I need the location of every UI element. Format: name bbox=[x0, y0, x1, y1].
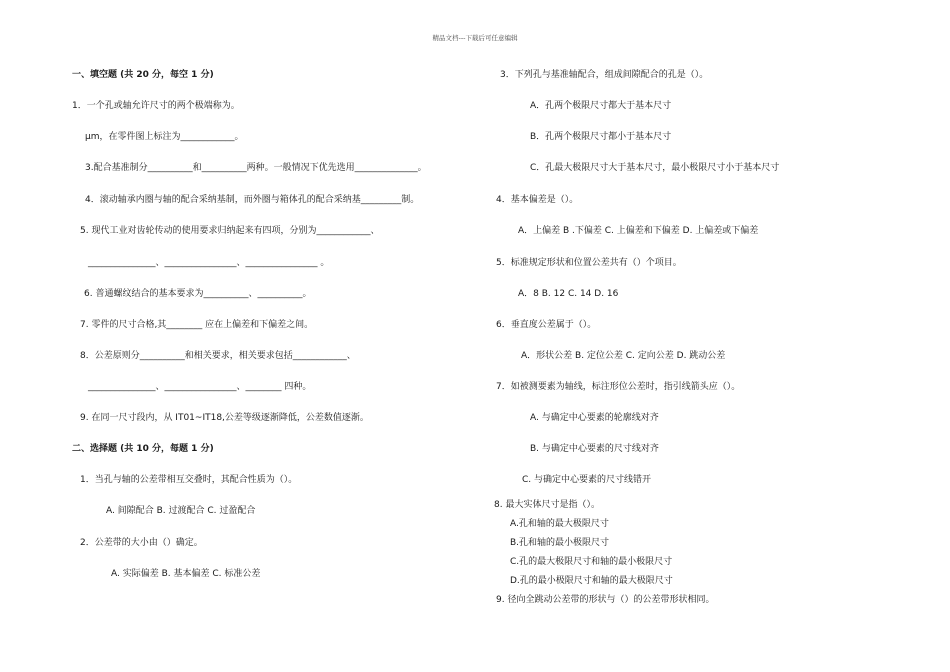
option-line: A. 实际偏差 B. 基本偏差 C. 标准公差 bbox=[111, 569, 261, 579]
question-line: 8．公差原则分__________和相关要求，相关要求包括____________、 bbox=[80, 351, 356, 361]
question-line: 8. 最大实体尺寸是指（）。 bbox=[494, 500, 600, 510]
option-line: A．上偏差 B .下偏差 C. 上偏差和下偏差 D. 上偏差或下偏差 bbox=[518, 226, 759, 236]
question-line: 5. 现代工业对齿轮传动的使用要求归纳起来有四项，分别为____________、 bbox=[80, 226, 380, 236]
question-line: 7．如被测要素为轴线，标注形位公差时，指引线箭头应（）。 bbox=[496, 382, 741, 392]
option-line: C．孔最大极限尺寸大于基本尺寸，最小极限尺寸小于基本尺寸 bbox=[530, 163, 780, 173]
option-line: A．8 B. 12 C. 14 D. 16 bbox=[518, 289, 619, 299]
section-title-choice: 二、选择题 (共 10 分，每题 1 分) bbox=[72, 444, 214, 454]
question-line: 3.配合基准制分__________和__________两种。一般情况下优先选用______________。 bbox=[85, 163, 427, 173]
question-line: _______________、________________、________ 四种。 bbox=[88, 382, 312, 392]
option-line: A.孔和轴的最大极限尺寸 bbox=[510, 519, 609, 529]
option-line: B.孔和轴的最小极限尺寸 bbox=[510, 538, 610, 548]
option-line: A. 与确定中心要素的轮廓线对齐 bbox=[530, 413, 659, 423]
option-line: C. 与确定中心要素的尺寸线错开 bbox=[522, 475, 652, 485]
option-line: A．形状公差 B. 定位公差 C. 定向公差 D. 跳动公差 bbox=[521, 351, 726, 361]
question-line: 7. 零件的尺寸合格,其________ 应在上偏差和下偏差之间。 bbox=[80, 320, 314, 330]
option-line: A. 间隙配合 B. 过渡配合 C. 过盈配合 bbox=[106, 506, 256, 516]
option-line: B．孔两个极限尺寸都小于基本尺寸 bbox=[530, 132, 672, 142]
question-line: 1．一个孔或轴允许尺寸的两个极端称为。 bbox=[72, 101, 240, 111]
question-line: 3．下列孔与基准轴配合，组成间隙配合的孔是（）。 bbox=[500, 70, 709, 80]
question-line: 1．当孔与轴的公差带相互交叠时，其配合性质为（）。 bbox=[80, 475, 298, 485]
section-title-fill-blank: 一、填空题 (共 20 分，每空 1 分) bbox=[72, 70, 214, 80]
question-line: 9. 在同一尺寸段内，从 IT01~IT18,公差等级逐渐降低，公差数值逐渐。 bbox=[80, 413, 369, 423]
question-line: 2．公差带的大小由（）确定。 bbox=[80, 538, 203, 548]
question-line: 6. 普通螺纹结合的基本要求为__________、__________。 bbox=[84, 289, 312, 299]
question-line: 4．滚动轴承内圈与轴的配合采纳基制，而外圈与箱体孔的配合采纳基_________制。 bbox=[85, 195, 420, 205]
option-line: B. 与确定中心要素的尺寸线对齐 bbox=[530, 444, 659, 454]
question-line: 5．标准规定形状和位置公差共有（）个项目。 bbox=[496, 258, 682, 268]
question-line: 9. 径向全跳动公差带的形状与（）的公差带形状相同。 bbox=[496, 595, 715, 605]
option-line: D.孔的最小极限尺寸和轴的最大极限尺寸 bbox=[510, 576, 673, 586]
question-line: μm，在零件图上标注为____________。 bbox=[85, 132, 244, 142]
option-line: C.孔的最大极限尺寸和轴的最小极限尺寸 bbox=[510, 557, 673, 567]
question-line: 6．垂直度公差属于（）。 bbox=[496, 320, 597, 330]
question-line: 4．基本偏差是（）。 bbox=[496, 195, 579, 205]
option-line: A．孔两个极限尺寸都大于基本尺寸 bbox=[530, 101, 672, 111]
page-header-watermark: 精品文档---下载后可任意编辑 bbox=[432, 34, 518, 42]
question-line: _______________、________________、________________ 。 bbox=[88, 258, 330, 268]
